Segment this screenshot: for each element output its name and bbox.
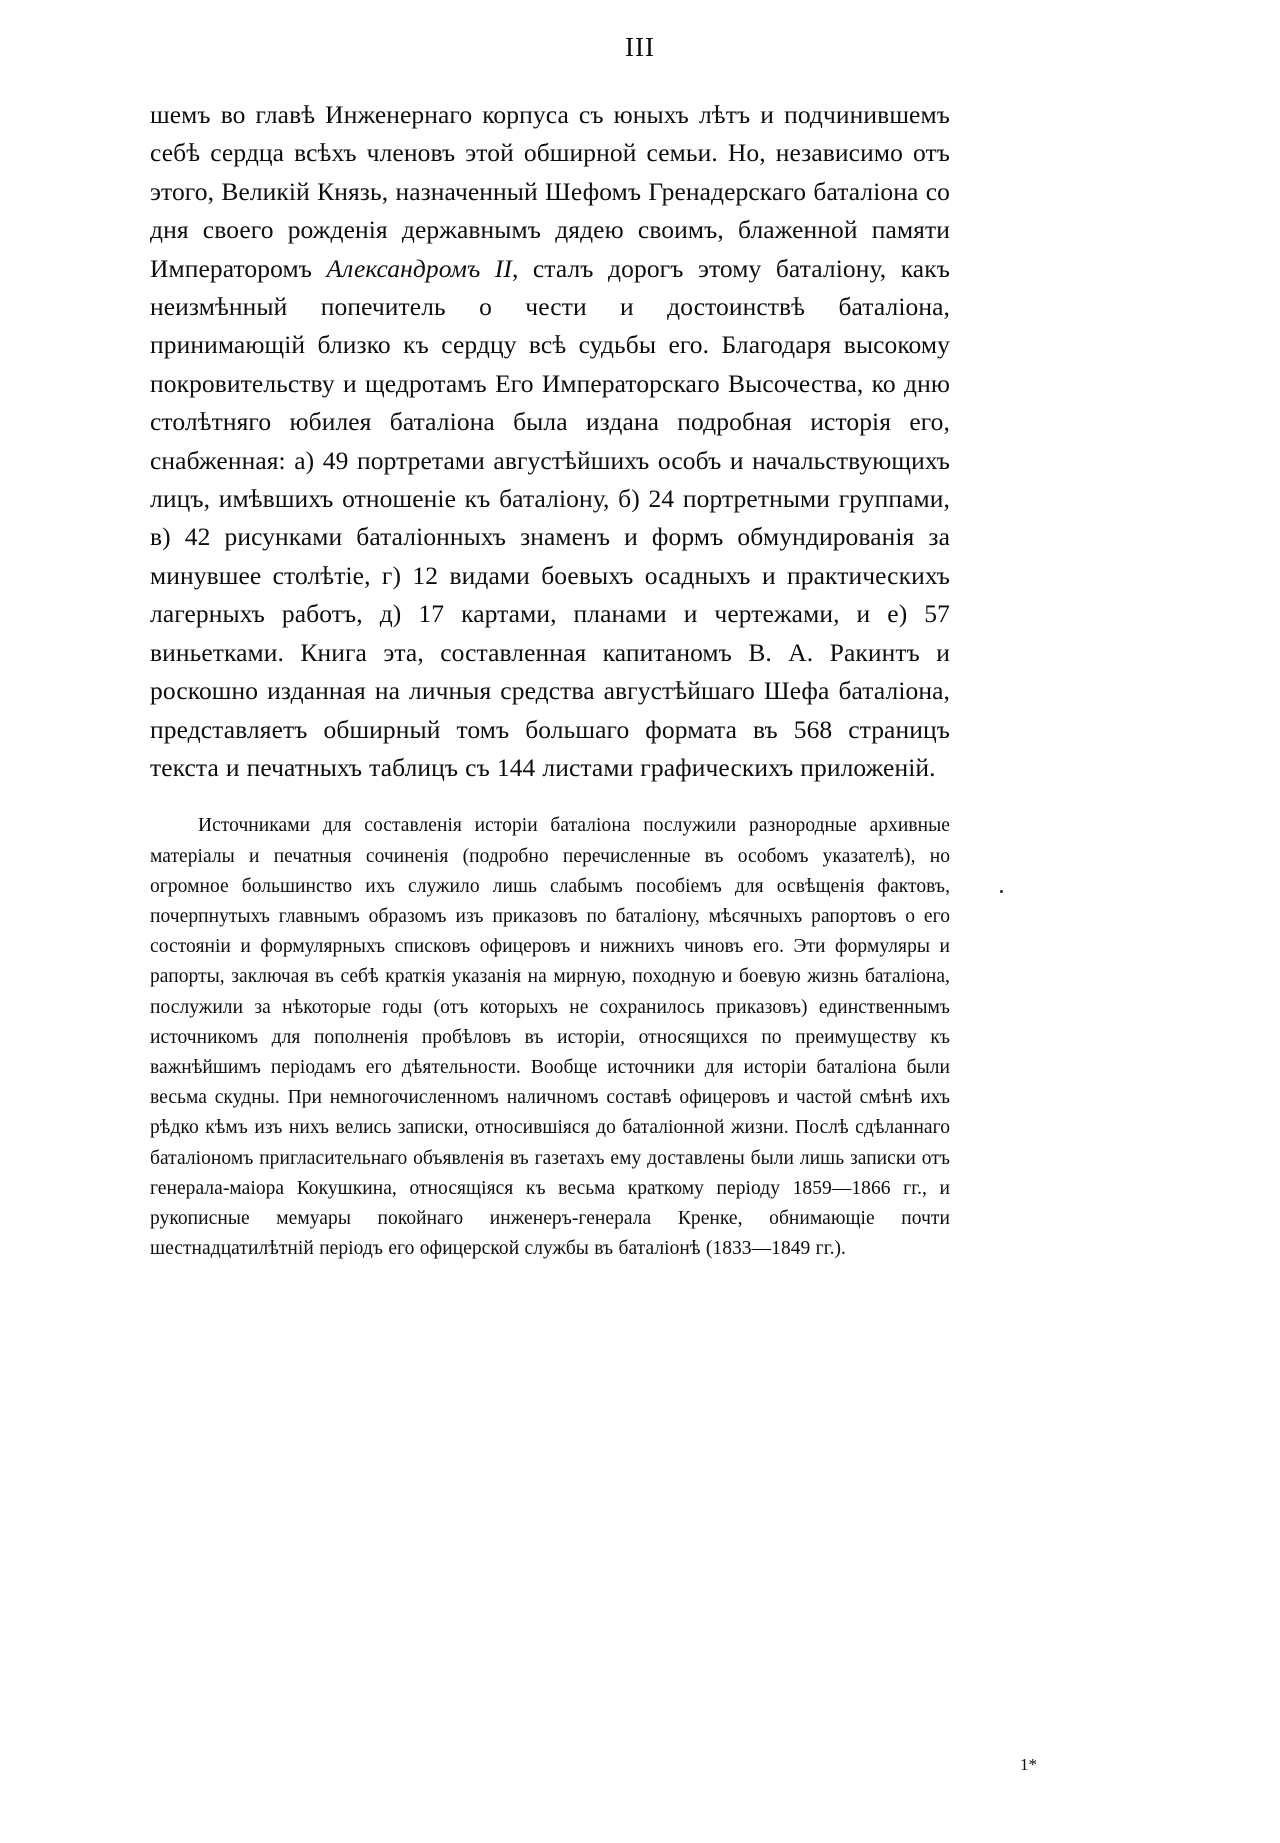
- paragraph-main: [150, 96, 950, 787]
- page-number: III: [625, 32, 655, 62]
- ink-speck: [1000, 890, 1003, 893]
- paragraph-main-part2: , сталъ дорогъ этому баталіону, какъ неизмѣнный попечитель о чести и достоинствѣ баталіона, принимающій близко къ сердцу всѣ судьбы его. Благодаря высокому покровительству и щедротамъ Его Императорскаго Высочества, ко дню столѣтняго юбилея баталіона была издана подробная исторія его, снабженная: а) 49 портретами августѣйшихъ особъ и начальствующихъ лицъ, имѣвшихъ отношеніе къ баталіону, б) 24 портретными группами, в) 42 рисунками баталіонныхъ знаменъ и формъ обмундированія за минувшее столѣтіе, г) 12 видами боевыхъ осадныхъ и практическихъ лагерныхъ работъ, д) 17 картами, планами и чертежами, и е) 57 виньетками. Книга эта, составленная капитаномъ В. А. Ракинтъ и роскошно изданная на личныя средства августѣйшаго Шефа баталіона, представляетъ обширный томъ большаго формата въ 568 страницъ текста и печатныхъ таблицъ съ 144 листами графическихъ приложеній.: [150, 253, 951, 782]
- paragraph-main-italic-name: Александромъ II: [326, 253, 512, 283]
- signature-mark: 1*: [1020, 1755, 1037, 1774]
- paragraph-main-part1: шемъ во главѣ Инженернаго корпуса съ юныхъ лѣтъ и подчинившемъ себѣ сердца всѣхъ членовъ этой обширной семьи. Но, независимо отъ этого, Великій Князь, назначенный Шефомъ Гренадерскаго баталіона со дня своего рожденія державнымъ дядею своимъ, блаженной памяти Императоромъ: [150, 100, 950, 283]
- paragraph-sources: Источниками для составленія исторіи баталіона послужили разнородные архивные матеріалы и печатныя сочиненія (подробно перечисленные въ особомъ указателѣ), но огромное большинство ихъ служило лишь слабымъ пособіемъ для освѣщенія фактовъ, почерпнутыхъ главнымъ образомъ изъ приказовъ по баталіону, мѣсячныхъ рапортовъ о его состояніи и формулярныхъ списковъ офицеровъ и нижнихъ чиновъ его. Эти формуляры и рапорты, заключая въ себѣ краткія указанія на мирную, походную и боевую жизнь баталіона, послужили за нѣкоторые годы (отъ которыхъ не сохранилось приказовъ) единственнымъ источникомъ для пополненія пробѣловъ въ исторіи, относящихся по преимуществу къ важнѣйшимъ періодамъ его дѣятельности. Вообще источники для исторіи баталіона были весьма скудны. При немногочисленномъ наличномъ составѣ офицеровъ и частой смѣнѣ ихъ рѣдко кѣмъ изъ нихъ велись записки, относившіяся до баталіонной жизни. Послѣ сдѣланнаго баталіономъ пригласительнаго объявленія въ газетахъ ему доставлены были лишь записки отъ генерала-маіора Кокушкина, относящіяся къ весьма краткому періоду 1859—1866 гг., и рукописные мемуары покойнаго инженеръ-генерала Кренке, обнимающіе почти шестнадцатилѣтній періодъ его офицерской службы въ баталіонѣ (1833—1849 гг.).: [150, 815, 950, 1260]
- page-content: [150, 96, 950, 1264]
